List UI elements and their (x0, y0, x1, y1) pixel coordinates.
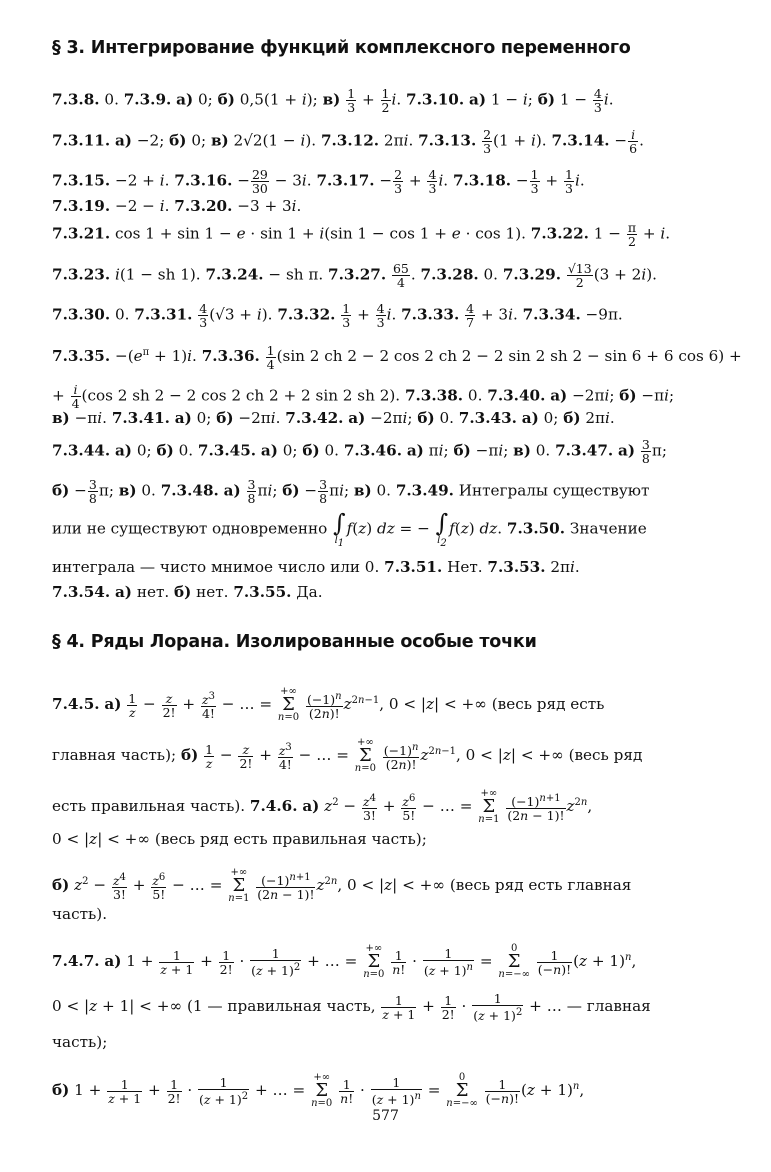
answer-number: 7.3.34. (522, 305, 581, 324)
answer-text: главная часть); (52, 746, 177, 764)
answer-text: (весь ряд есть правильная часть); (154, 830, 427, 848)
answer-text: Нет. (447, 558, 483, 576)
answer-line: 7.3.21. cos 1 + sin 1 − e · sin 1 + i(sin 1 − cos 1 + e · cos 1). 7.3.22. 1 − $\frac{\pi}{2}$ + i. (52, 220, 671, 249)
answer-line: или не существуют одновременно ∫ $l_1$ f(z) dz = − ∫ $l_2$ f(z) dz. 7.3.50. Значение (52, 509, 647, 549)
answer-line: 7.4.5. а) $\frac{1}{z}$ − $\frac{z}{2!}$ + $\frac{z^3}{4!}$ − … = +∞ Σ n=0 $\frac{(-1)^n}{(2n)!}$ $z^{2n-1}$, 0 < |z| < +∞ (весь ряд есть (52, 686, 605, 723)
answer-line: + $\frac{i}{4}$ (cos 2 sh 2 − 2 cos 2 ch 2 + 2 sin 2 sh 2). 7.3.38. 0. 7.3.40. а) −2πi; б) −πi; (52, 382, 675, 411)
answer-line: 7.3.19. −2 − i. 7.3.20. −3 + 3i. (52, 197, 302, 215)
answer-number: 7.3.24. (205, 265, 264, 284)
answer-line: 7.3.11. а) −2; б) 0; в) 2√2(1 − i). 7.3.12. 2πi. 7.3.13. $\frac{2}{3}$ (1 + i). 7.3.14. − $\frac{i}{6}$ . (52, 127, 644, 156)
answer-number: 7.3.50. (506, 519, 566, 538)
answer-number: 7.3.29. (502, 265, 561, 284)
answer-text: часть). (52, 905, 108, 923)
answer-number: 7.3.15. (52, 171, 111, 190)
answer-number: 7.3.18. (452, 171, 512, 190)
answer-line: б) 1 + $\frac{1}{z + 1}$ + $\frac{1}{2!}$ · $\frac{1}{(z + 1)^2}$ + … = +∞ Σ n=0 $\frac{1}{n!}$ · $\frac{1}{(z + 1)^n}$ = 0 Σ n=−∞ $\frac{1}{(-n)!}$ $(z + 1)^n$, (52, 1072, 585, 1109)
answer-number: 7.4.7. (52, 952, 100, 970)
answer-line: в) −πi. 7.3.41. а) 0; б) −2πi. 7.3.42. а) −2πi; б) 0. 7.3.43. а) 0; б) 2πi. (52, 409, 615, 427)
answer-number: 7.3.43. (458, 409, 517, 427)
answer-line (52, 904, 724, 924)
section-heading-4: § 4. Ряды Лорана. Изолированные особые точки (52, 632, 537, 652)
answer-number: 7.3.53. (487, 558, 546, 576)
answer-text: (весь ряд есть (491, 695, 605, 713)
answer-line: б) $z^2$ − $\frac{z^4}{3!}$ + $\frac{z^6}{5!}$ − … = +∞ Σ n=1 $\frac{(-1)^{n+1}}{(2n - 1)!}$ $z^{2n}$, 0 < |z| < +∞ (весь ряд есть главная (52, 867, 632, 904)
answer-number: 7.4.5. (52, 695, 100, 713)
answer-number: 7.3.41. (111, 409, 170, 427)
answer-text: часть); (52, 1033, 108, 1051)
answer-text: нет. (196, 583, 229, 601)
answer-number: 7.3.11. (52, 131, 111, 150)
answer-number: 7.3.8. (52, 90, 100, 109)
answer-number: 7.3.44. (52, 441, 111, 460)
answer-number: 7.3.51. (384, 558, 443, 576)
answer-text: (1 — правильная часть, (186, 997, 376, 1016)
answer-line: есть правильная часть). 7.4.6. а) $z^2$ − $\frac{z^4}{3!}$ + $\frac{z^6}{5!}$ − … = +∞ Σ n=1 $\frac{(-1)^{n+1}}{(2n - 1)!}$ $z^{2n}$, (52, 788, 593, 825)
answer-line: 7.3.23. i(1 − sh 1). 7.3.24. − sh π. 7.3.27. $\frac{65}{4}$ . 7.3.28. 0. 7.3.29. $\frac{√13}{2}$ (3 + 2i). (52, 261, 657, 290)
answer-number: 7.3.49. (395, 481, 454, 500)
answer-line: главная часть); б) $\frac{1}{z}$ − $\frac{z}{2!}$ + $\frac{z^3}{4!}$ − … = +∞ Σ n=0 $\frac{(-1)^n}{(2n)!}$ $z^{2n-1}$, 0 < |z| < +∞ (весь ряд (52, 737, 643, 774)
answer-line: 0 < |z| < +∞ (весь ряд есть правильная часть); (52, 830, 427, 848)
answer-number: 7.3.36. (201, 347, 260, 366)
answer-number: 7.3.9. (123, 90, 172, 109)
answer-number: 7.3.48. (160, 481, 219, 500)
answer-line: б) − $\frac{3}{8}$ π; в) 0. 7.3.48. а) $\frac{3}{8}$ πi; б) − $\frac{3}{8}$ πi; в) 0. 7.3.49. Интегралы существуют (52, 477, 650, 506)
answer-text: (весь ряд (568, 746, 643, 764)
answer-line: 7.3.44. а) 0; б) 0. 7.3.45. а) 0; б) 0. 7.3.46. а) πi; б) −πi; в) 0. 7.3.47. а) $\frac{3}{8}$ π; (52, 437, 667, 466)
answer-number: 7.3.54. (52, 583, 111, 601)
answer-text: интеграла — чисто мнимое число или 0. (52, 558, 380, 576)
answer-number: 7.3.33. (401, 305, 460, 324)
answer-number: 7.3.23. (52, 265, 111, 284)
answer-number: 7.3.10. (406, 90, 465, 109)
answer-line: интеграла — чисто мнимое число или 0. 7.3.51. Нет. 7.3.53. 2πi. (52, 558, 580, 576)
answer-number: 7.3.42. (285, 409, 344, 427)
answer-number: 7.3.40. (487, 386, 546, 405)
answer-text: нет. (136, 583, 170, 601)
answer-number: 7.3.35. (52, 347, 111, 366)
answer-number: 7.3.12. (320, 131, 380, 150)
answer-number: 7.3.20. (174, 197, 233, 215)
answer-line: 7.3.54. а) нет. б) нет. 7.3.55. Да. (52, 583, 323, 601)
answer-text: — главная (566, 997, 651, 1016)
answer-number: 7.3.32. (277, 305, 336, 324)
answer-text: (весь ряд есть главная (449, 876, 632, 894)
answer-number: 7.3.22. (530, 224, 589, 243)
answer-number: 7.3.31. (134, 305, 193, 324)
answer-number: 7.3.28. (420, 265, 479, 284)
answer-text: Да. (296, 583, 323, 601)
answer-number: 7.3.13. (418, 131, 477, 150)
answer-text: или не существуют одновременно (52, 519, 328, 538)
answer-number: 7.3.17. (316, 171, 375, 190)
answer-line: 7.3.35. $-(e^\pi + 1)i$. 7.3.36. $\frac{1}{4}$ (sin 2 ch 2 − 2 cos 2 ch 2 − 2 sin 2 sh 2 − sin 6 + 6 cos 6) + (52, 342, 742, 372)
answer-number: 7.3.45. (197, 441, 257, 460)
answer-line: 7.3.15. −2 + i. 7.3.16. − $\frac{29}{30}$ − 3i. 7.3.17. − $\frac{2}{3}$ + $\frac{4}{3}$ i. 7.3.18. − $\frac{1}{3}$ + $\frac{1}{3}$ i. (52, 167, 585, 196)
answer-text: есть правильная часть). (52, 797, 246, 815)
answer-text: Значение (569, 519, 647, 538)
answer-number: 7.3.30. (52, 305, 111, 324)
answer-number: 7.3.47. (555, 441, 614, 460)
answer-line: 7.4.7. а) 1 + $\frac{1}{z + 1}$ + $\frac{1}{2!}$ · $\frac{1}{(z + 1)^2}$ + … = +∞ Σ n=0 $\frac{1}{n!}$ · $\frac{1}{(z + 1)^n}$ = 0 Σ n=−∞ $\frac{1}{(-n)!}$ $(z + 1)^n$, (52, 943, 637, 980)
answer-line: 0 < |z + 1| < +∞ (1 — правильная часть, $\frac{1}{z + 1}$ + $\frac{1}{2!}$ · $\frac{1}{(z + 1)^2}$ + … — главная (52, 991, 651, 1024)
answer-number: 7.3.14. (551, 131, 610, 150)
page-number: 577 (372, 1108, 399, 1124)
answer-number: 7.3.46. (343, 441, 402, 460)
answer-text: Интегралы существуют (458, 481, 650, 500)
answer-number: 7.3.55. (233, 583, 292, 601)
answer-line: 7.3.30. 0. 7.3.31. $\frac{4}{3}$ (√3 + i). 7.3.32. $\frac{1}{3}$ + $\frac{4}{3}$ i. 7.3.33. $\frac{4}{7}$ + 3i. 7.3.34. −9π. (52, 301, 623, 330)
answer-number: 7.3.38. (404, 386, 464, 405)
answer-number: 7.3.16. (174, 171, 233, 190)
answer-number: 7.4.6. (249, 797, 298, 815)
answer-line (52, 1032, 724, 1052)
answer-number: 7.3.21. (52, 224, 111, 243)
answer-line: 7.3.8. 0. 7.3.9. а) 0; б) 0,5(1 + i); в) $\frac{1}{3}$ + $\frac{1}{2}$ i. 7.3.10. а) 1 − i; б) 1 − $\frac{4}{3}$ i. (52, 86, 614, 115)
section-heading-3: § 3. Интегрирование функций комплексного переменного (52, 38, 631, 58)
answer-number: 7.3.19. (52, 197, 111, 215)
answer-number: 7.3.27. (328, 265, 387, 284)
